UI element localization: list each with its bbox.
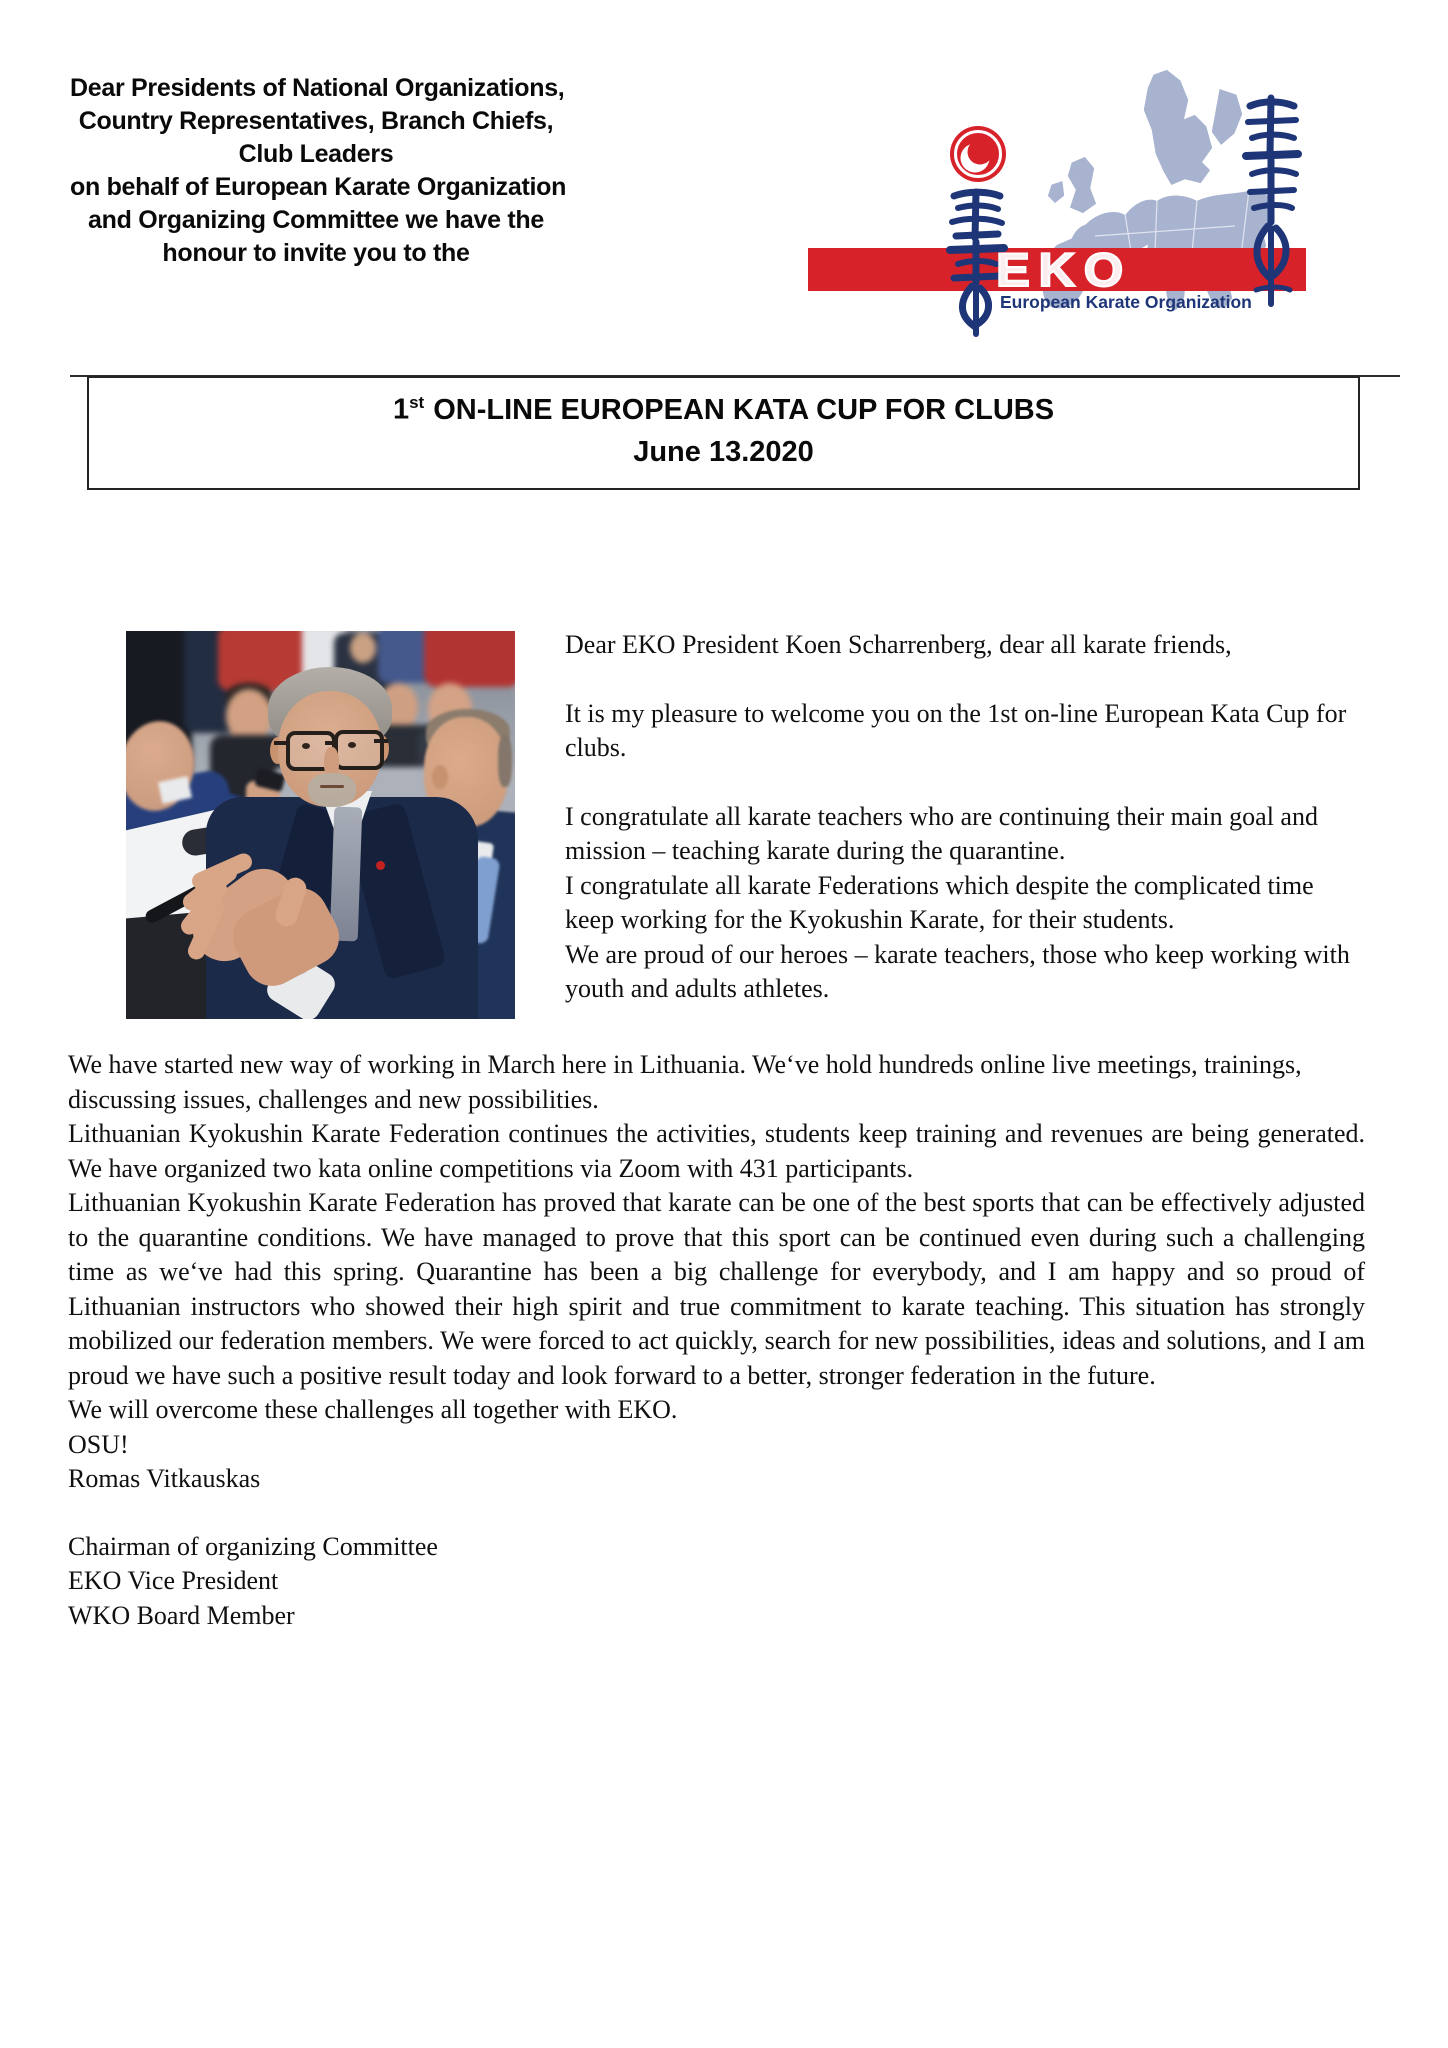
- salutation-line: Country Representatives, Branch Chiefs,: [78, 107, 554, 135]
- event-title-number: 1: [392, 393, 410, 426]
- letter-body-column: [68, 1048, 1365, 1633]
- kyokushin-kanku-emblem: [950, 126, 1006, 182]
- letter-paragraph: I congratulate all karate teachers who are continuing their main goal and mission – teaching karate during the quarantine.: [565, 801, 1318, 865]
- gray-goatee: [308, 773, 356, 807]
- eko-wordmark: EKO: [996, 243, 1132, 296]
- glasses-temple: [374, 739, 388, 743]
- letter-intro-column: [565, 628, 1365, 1007]
- eko-logo: [800, 64, 1315, 354]
- president-photo: [126, 631, 515, 1019]
- letter-paragraph: Lithuanian Kyokushin Karate Federation has proved that karate can be one of the best sports that can be effectively adjusted to the quarantine conditions. We have managed to prove that this sport can be continued even during such a challenging time as we‘ve had this spring. Quarantine has been a big challenge for everybody, and I am happy and so proud of Lithuanian instructors who showed their high spirit and true commitment to karate teaching. This situation has strongly mobilized our federation members. We were forced to act quickly, search for new possibilities, ideas and solutions, and I am proud we have such a positive result today and look forward to a better, stronger federation in the future.: [68, 1188, 1365, 1390]
- letter-greeting: Dear EKO President Koen Scharrenberg, dear all karate friends,: [565, 630, 1232, 659]
- letter-paragraph: I congratulate all karate Federations which despite the complicated time keep working for the Kyokushin Karate, for their students.: [565, 870, 1314, 934]
- mouth: [320, 785, 344, 788]
- letter-paragraph: We will overcome these challenges all together with EKO.: [68, 1395, 678, 1424]
- salutation-line: Club Leaders: [238, 140, 394, 168]
- glasses-temple: [274, 741, 288, 745]
- signature-name: Romas Vitkauskas: [68, 1464, 261, 1493]
- signature-role: Chairman of organizing Committee: [68, 1531, 438, 1561]
- salutation-line: and Organizing Committee we have the: [88, 206, 544, 234]
- event-title-text: ON-LINE EUROPEAN KATA CUP FOR CLUBS: [433, 393, 1055, 426]
- signature-roles: [68, 1530, 1365, 1634]
- event-title: [89, 393, 1358, 427]
- salutation-line: Dear Presidents of National Organizations,: [70, 74, 565, 102]
- salutation-line: honour to invite you to the: [162, 239, 470, 267]
- lapel-pin: [376, 861, 385, 870]
- letter-paragraph: Lithuanian Kyokushin Karate Federation continues the activities, students keep training and revenues are being generated. We have organized two kata online competitions via Zoom with 431 participants.: [68, 1119, 1365, 1183]
- signature-role: EKO Vice President: [68, 1566, 279, 1595]
- event-title-box: [87, 376, 1360, 490]
- letter-paragraph: We are proud of our heroes – karate teachers, those who keep working with youth and adults athletes.: [565, 939, 1350, 1003]
- event-title-superscript: st: [409, 393, 425, 412]
- org-name-text: European Karate Organization: [1000, 292, 1252, 312]
- signature-role: WKO Board Member: [68, 1600, 295, 1630]
- eye: [348, 742, 356, 748]
- glasses-lens: [334, 730, 384, 770]
- eye: [302, 743, 310, 749]
- salutation-line: on behalf of European Karate Organization: [70, 173, 567, 201]
- letter-paragraph: It is my pleasure to welcome you on the 1st on-line European Kata Cup for clubs.: [565, 698, 1347, 762]
- letter-osu: OSU!: [68, 1429, 129, 1459]
- event-date: June 13.2020: [633, 435, 814, 468]
- calligraphy-right: [1238, 94, 1304, 312]
- photo-main-subject: [126, 631, 515, 1019]
- letter-paragraph: We have started new way of working in March here in Lithuania. We‘ve hold hundreds online live meetings, trainings, discussing issues, challenges and new possibilities.: [68, 1050, 1302, 1114]
- glasses-bridge: [325, 741, 337, 745]
- salutation-block: [70, 72, 567, 270]
